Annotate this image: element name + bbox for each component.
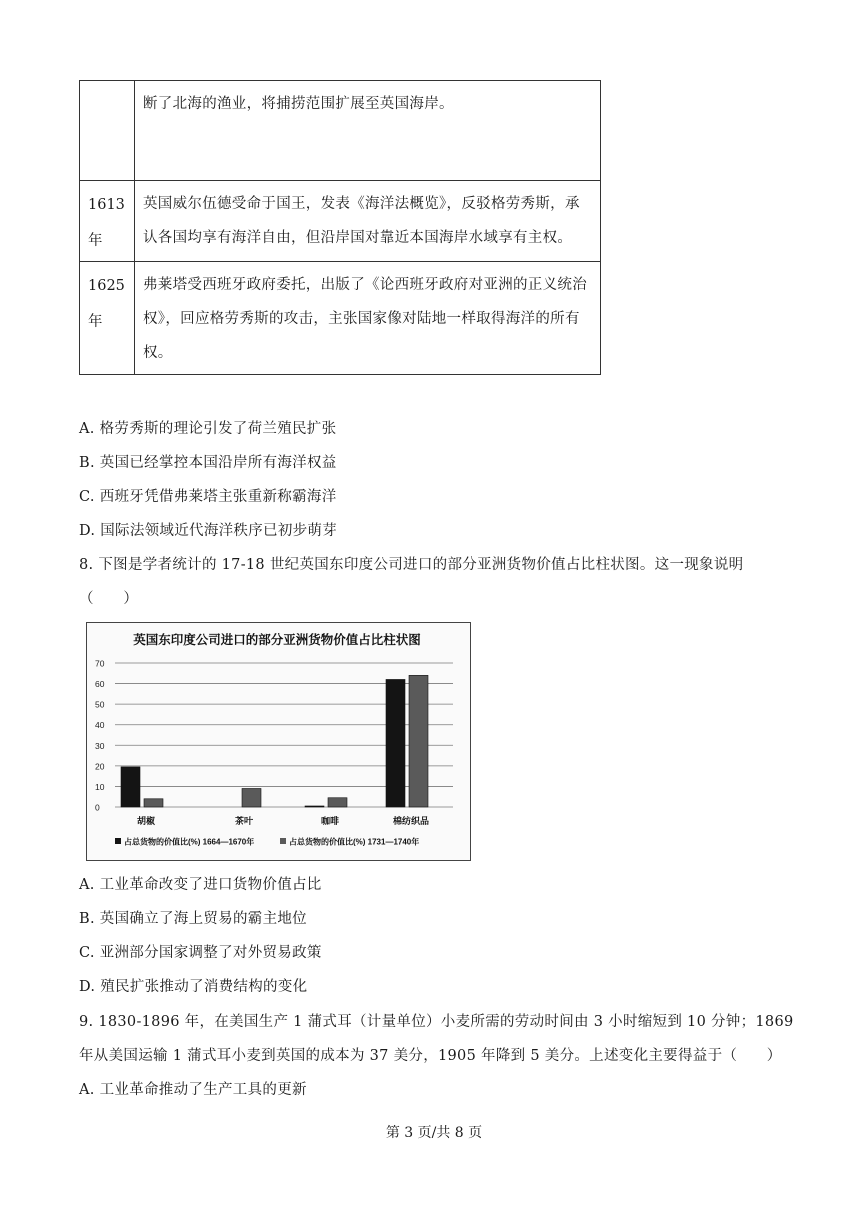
y-tick-label: 10: [95, 781, 105, 792]
legend-swatch: [115, 838, 121, 844]
q7-option-b: B. 英国已经掌控本国沿岸所有海洋权益: [79, 455, 337, 471]
table-row: [80, 262, 601, 375]
table-desc-cell: 断了北海的渔业，将捕捞范围扩展至英国海岸。: [135, 81, 601, 181]
q8-option-b: B. 英国确立了海上贸易的霸主地位: [79, 911, 307, 927]
q8-option-a: A. 工业革命改变了进口货物价值占比: [79, 877, 322, 893]
bar-chart-svg: [87, 623, 470, 860]
table-row: [80, 81, 601, 181]
table-year-cell: 1613年: [80, 181, 135, 262]
x-category-label: 咖啡: [320, 816, 340, 826]
bar-series1: [386, 679, 405, 807]
q7-option-a: A. 格劳秀斯的理论引发了荷兰殖民扩张: [79, 421, 337, 437]
y-tick-label: 20: [95, 761, 105, 772]
q9-stem-line1: 9. 1830-1896 年，在美国生产 1 蒲式耳（计量单位）小麦所需的劳动时间由 3 小时缩短到 10 分钟；1869: [79, 1014, 794, 1030]
table-row: [80, 181, 601, 262]
bar-series2: [328, 798, 347, 807]
y-tick-label: 30: [95, 740, 105, 751]
bar-series2: [409, 675, 428, 807]
legend-label: 占总货物的价值比(%) 1664—1670年: [124, 837, 255, 847]
bar-series1: [305, 806, 324, 807]
q8-option-c: C. 亚洲部分国家调整了对外贸易政策: [79, 945, 322, 961]
y-tick-label: 40: [95, 720, 105, 731]
table-desc-cell: 弗莱塔受西班牙政府委托，出版了《论西班牙政府对亚洲的正义统治权》，回应格劳秀斯的攻击，主张国家像对陆地一样取得海洋的所有权。: [135, 262, 601, 375]
q7-option-c: C. 西班牙凭借弗莱塔主张重新称霸海洋: [79, 489, 337, 505]
x-category-label: 胡椒: [136, 816, 156, 826]
page-footer: 第 3 页/共 8 页: [385, 1125, 483, 1141]
q7-option-d: D. 国际法领域近代海洋秩序已初步萌芽: [79, 523, 338, 539]
bar-chart: [86, 622, 471, 861]
table-year-cell: [80, 81, 135, 181]
x-category-label: 茶叶: [234, 816, 254, 826]
y-tick-label: 0: [95, 802, 100, 813]
q8-answer-paren: （ ）: [79, 591, 139, 607]
bar-series2: [242, 788, 261, 807]
bar-series1: [121, 767, 140, 807]
chart-title: 英国东印度公司进口的部分亚洲货物价值占比柱状图: [133, 633, 421, 647]
y-tick-label: 50: [95, 699, 105, 710]
table-desc-cell: 英国威尔伍德受命于国王，发表《海洋法概览》，反驳格劳秀斯，承认各国均享有海洋自由，但沿岸国对靠近本国海岸水域享有主权。: [135, 181, 601, 262]
q9-stem-line2: 年从美国运输 1 蒲式耳小麦到英国的成本为 37 美分，1905 年降到 5 美分。上述变化主要得益于（ ）: [79, 1048, 782, 1064]
q9-option-a: A. 工业革命推动了生产工具的更新: [79, 1082, 307, 1098]
legend-label: 占总货物的价值比(%) 1731—1740年: [289, 837, 420, 847]
table-year-cell: 1625年: [80, 262, 135, 375]
q8-stem: 8. 下图是学者统计的 17-18 世纪英国东印度公司进口的部分亚洲货物价值占比柱状图。这一现象说明: [79, 557, 744, 573]
bar-series2: [144, 799, 163, 807]
y-tick-label: 60: [95, 679, 105, 690]
q8-option-d: D. 殖民扩张推动了消费结构的变化: [79, 979, 308, 995]
history-table: [79, 80, 601, 375]
x-category-label: 棉纺织品: [392, 816, 430, 826]
legend-swatch: [280, 838, 286, 844]
y-tick-label: 70: [95, 658, 105, 669]
